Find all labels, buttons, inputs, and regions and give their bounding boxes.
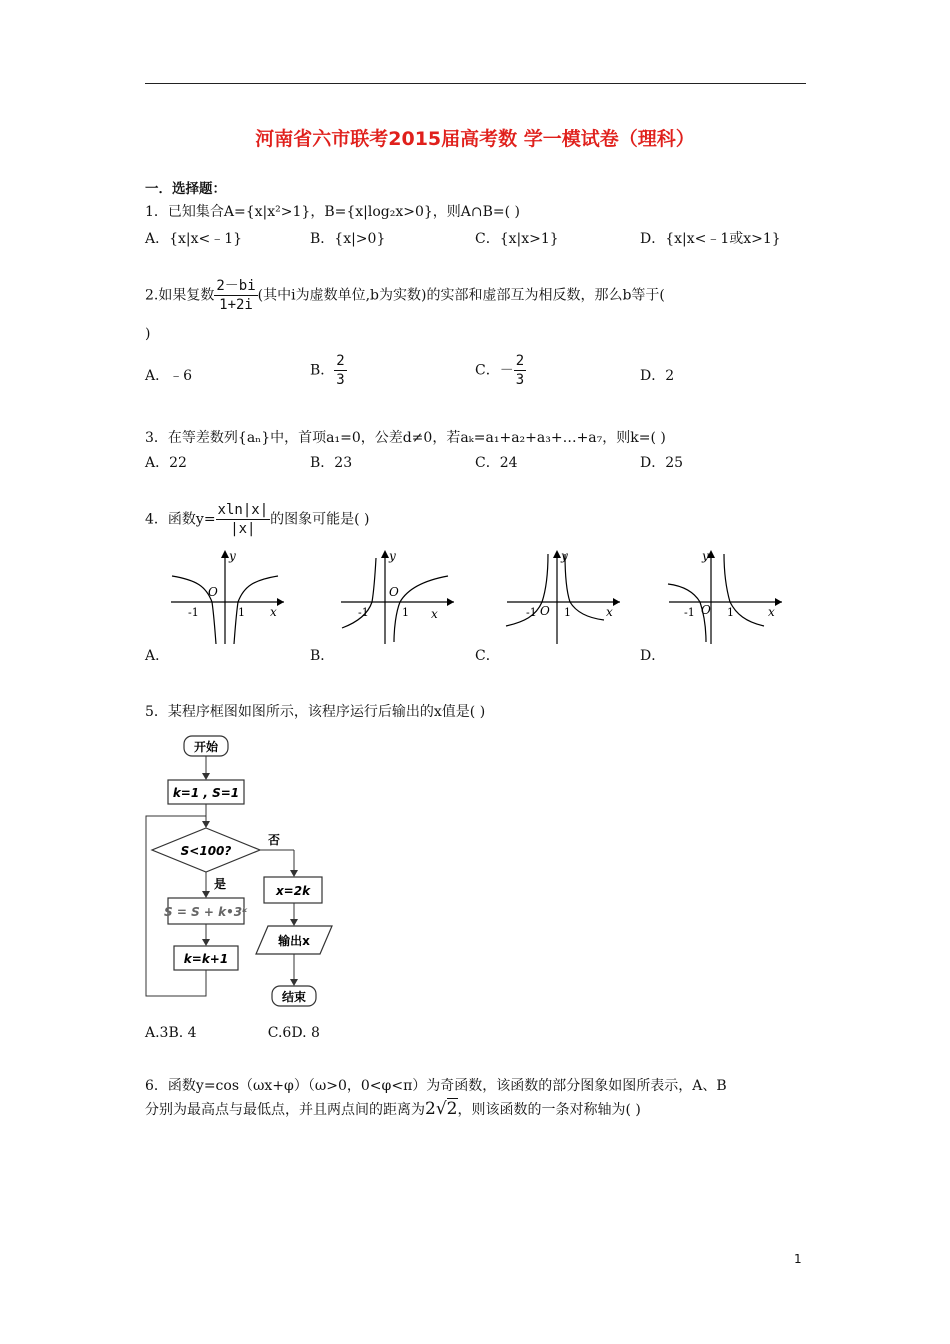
q2-close: ) — [145, 326, 151, 342]
q2-c-num: 2 — [515, 353, 525, 369]
q1-option-c: C．{x|x>1} — [475, 231, 559, 247]
q3-option-d: D．25 — [640, 455, 684, 471]
q6-line2-pre: 分别为最高点与最低点，并且两点间的距离为 — [145, 1102, 425, 1118]
tick-pos1: 1 — [238, 606, 245, 619]
flow-increment-label: k=k+1 — [183, 952, 229, 966]
q1-option-d: D．{x|x<﹣1或x>1} — [640, 231, 781, 247]
origin-label: O — [540, 604, 550, 618]
section-heading: 一．选择题： — [145, 181, 226, 197]
q2-stem — [145, 277, 665, 314]
q4-option-d: D． — [640, 648, 666, 664]
tick-neg1: -1 — [188, 606, 199, 619]
q1-stem: 1．已知集合A={x|x²>1}，B={x|log₂x>0}，则A∩B=( ) — [145, 204, 521, 220]
q3-option-a: A．22 — [145, 455, 187, 471]
q3-stem: 3．在等差数列{aₙ}中，首项a₁=0，公差d≠0，若aₖ=a₁+a₂+a₃+…+a₇，则k=( ) — [145, 430, 666, 446]
q4-option-a: A． — [145, 648, 170, 664]
flow-no-label: 否 — [268, 833, 281, 847]
q5-stem: 5．某程序框图如图所示，该程序运行后输出的x值是( ) — [145, 704, 486, 720]
y-axis-label: y — [702, 549, 709, 563]
q4-graph-c — [502, 546, 627, 646]
flow-end-label: 结束 — [281, 990, 307, 1004]
q4-denominator: |x| — [230, 521, 256, 537]
q6-line2-post: ，则该函数的一条对称轴为( ) — [457, 1102, 641, 1118]
x-axis-label: x — [431, 607, 438, 621]
q2-option-b — [310, 352, 347, 389]
q4-option-c: C． — [475, 648, 500, 664]
q2-b-den: 3 — [336, 372, 345, 388]
q3-option-c: C．24 — [475, 455, 518, 471]
flow-assign-label: x=2k — [275, 884, 311, 898]
tick-neg1: -1 — [526, 606, 537, 619]
q2-numerator: 2－bi — [216, 278, 256, 294]
q2-option-d: D．2 — [640, 368, 675, 384]
q4-stem — [145, 501, 370, 538]
q5-options: A.3B. 4 C.6D. 8 — [145, 1025, 320, 1041]
origin-label: O — [208, 585, 218, 599]
q4-post: 的图象可能是( ) — [270, 511, 370, 528]
tick-pos1: 1 — [564, 606, 571, 619]
origin-label: O — [701, 603, 711, 617]
q6-line1: 6．函数y=cos（ωx+φ）（ω>0，0<φ<π）为奇函数，该函数的部分图象如图所表示，A、B — [145, 1078, 727, 1094]
x-axis-label: x — [768, 605, 775, 619]
q2-option-b-label: B． — [310, 362, 335, 379]
q2-option-c — [475, 352, 526, 389]
q4-fraction — [216, 501, 271, 538]
q2-c-den: 3 — [515, 372, 525, 388]
q1-option-a: A．{x|x<﹣1} — [145, 231, 243, 247]
y-axis-label: y — [561, 549, 568, 563]
q2-option-c-frac — [514, 352, 526, 389]
q4-option-b: B． — [310, 648, 335, 664]
x-axis-label: x — [270, 605, 277, 619]
x-axis-label: x — [606, 605, 613, 619]
q4-pre: 4．函数y= — [145, 511, 216, 528]
q2-pre: 2.如果复数 — [145, 287, 215, 304]
q4-graph-b — [336, 546, 461, 646]
q2-denominator: 1+2i — [219, 297, 253, 313]
tick-neg1: -1 — [684, 606, 695, 619]
q2-b-num: 2 — [336, 353, 345, 369]
q4-graph-a — [166, 546, 291, 646]
q4-graph-d — [664, 546, 789, 646]
q4-numerator: xln|x| — [217, 502, 269, 518]
page-title: 河南省六市联考2015届高考数 学一模试卷（理科） — [255, 128, 695, 150]
q2-post: (其中i为虚数单位,b为实数)的实部和虚部互为相反数，那么b等于( — [257, 287, 665, 304]
q2-fraction — [214, 277, 257, 314]
q2-option-c-label: C． — [475, 362, 500, 379]
q5-flowchart — [140, 730, 340, 1012]
page-number: 1 — [794, 1252, 802, 1266]
header-rule — [145, 83, 806, 84]
origin-label: O — [389, 585, 399, 599]
q1-option-b: B．{x|>0} — [310, 231, 386, 247]
q2-option-a: A．﹣6 — [145, 368, 193, 384]
y-axis-label: y — [229, 549, 236, 563]
tick-pos1: 1 — [402, 606, 409, 619]
flow-decision-label: S<100? — [180, 844, 232, 858]
tick-neg1: -1 — [358, 606, 369, 619]
flow-output-label: 输出x — [278, 934, 310, 948]
y-axis-label: y — [389, 549, 396, 563]
q2-c-sign: － — [499, 362, 514, 379]
tick-pos1: 1 — [727, 606, 734, 619]
q6-line2: 分别为最高点与最低点，并且两点间的距离为2√2，则该函数的一条对称轴为( ) — [145, 1099, 641, 1119]
q3-option-b: B．23 — [310, 455, 353, 471]
flow-update-label: S = S + k•3ᵏ — [164, 905, 248, 919]
q6-dist-coef: 2 — [425, 1099, 436, 1119]
flow-yes-label: 是 — [214, 877, 227, 891]
q2-option-b-frac — [334, 352, 346, 389]
flow-start-label: 开始 — [193, 740, 219, 754]
flow-init-label: k=1 , S=1 — [172, 786, 240, 800]
q6-dist-root: 2 — [446, 1099, 458, 1119]
